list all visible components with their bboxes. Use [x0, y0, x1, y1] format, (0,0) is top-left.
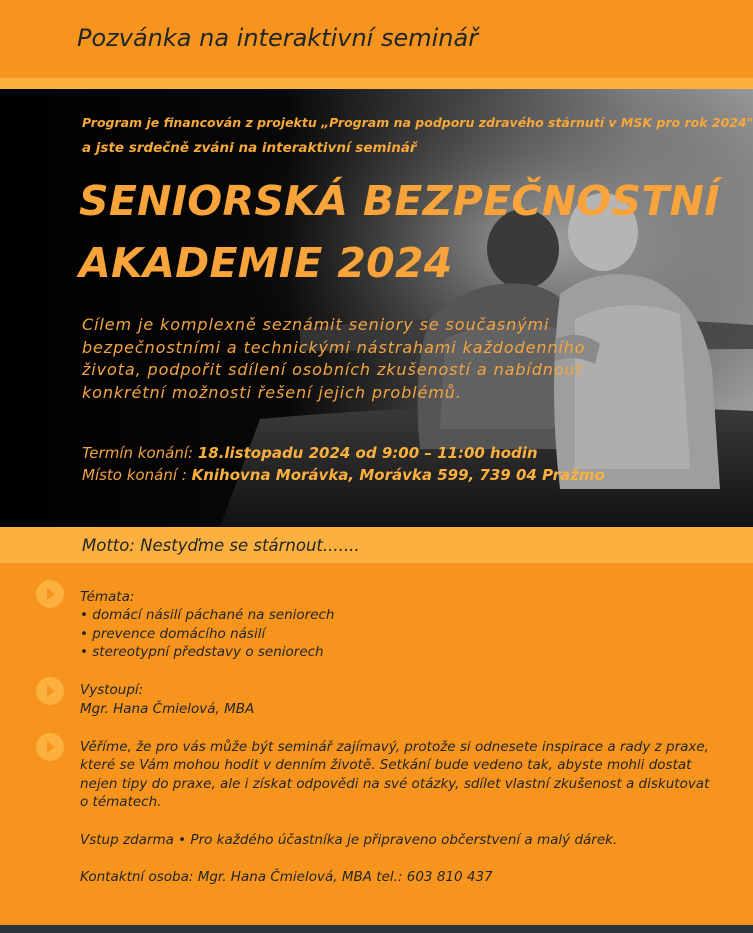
- topic-item: • stereotypní představy o seniorech: [80, 644, 324, 660]
- info-paragraph-line: o tématech.: [80, 794, 162, 810]
- seminar-title-line1: SENIORSKÁ BEZPEČNOSTNÍ: [79, 177, 720, 225]
- info-paragraph-line: nejen tipy do praxe, ale i získat odpovědi na své otázky, sdílet vlastní zkušenost a diskutovat: [80, 776, 710, 792]
- info-paragraph-line: které se Vám mohou hodit v denním životě. Setkání bude vedeno tak, abyste mohli dostat: [80, 757, 692, 773]
- seminar-description: [82, 314, 682, 404]
- motto-bar: [0, 527, 753, 563]
- description-line: Cílem je komplexně seznámit seniory se současnými: [82, 315, 550, 334]
- date-value: 18.listopadu 2024 od 9:00 – 11:00 hodin: [197, 444, 538, 462]
- seminar-title-line2: AKADEMIE 2024: [79, 239, 453, 287]
- contact-info: Kontaktní osoba: Mgr. Hana Čmielová, MBA tel.: 603 810 437: [80, 869, 493, 885]
- description-line: konkrétní možnosti řešení jejich problémů.: [82, 382, 462, 402]
- hero-banner: [0, 89, 753, 527]
- speaker-heading: Vystoupí:: [80, 682, 144, 698]
- entry-info: Vstup zdarma • Pro každého účastníka je připraveno občerstvení a malý dárek.: [80, 832, 618, 848]
- play-bullet-icon: [36, 677, 64, 705]
- place-label: Místo konání :: [82, 466, 192, 484]
- info-paragraph-line: Věříme, že pro vás může být seminář zajímavý, protože si odnesete inspirace a rady z praxe,: [80, 739, 709, 755]
- header-bar: [0, 0, 753, 78]
- play-bullet-icon: [36, 733, 64, 761]
- footer-line: [0, 925, 753, 933]
- event-place: [82, 466, 605, 484]
- place-value: Knihovna Morávka, Morávka 599, 739 04 Pražmo: [191, 466, 605, 484]
- speaker-name: Mgr. Hana Čmielová, MBA: [80, 701, 255, 717]
- funding-line: Program je financován z projektu „Program na podporu zdravého stárnutí v MSK pro rok 2024": [82, 115, 753, 130]
- event-date: [82, 444, 538, 462]
- invite-line: a jste srdečně zváni na interaktivní seminář: [82, 140, 417, 156]
- description-line: života, podpořit sdílení osobních zkušeností a nabídnout: [82, 360, 583, 379]
- header-strip: [0, 78, 753, 89]
- description-line: bezpečnostními a technickými nástrahami každodenního: [82, 337, 586, 357]
- topics-heading: Témata:: [80, 589, 135, 605]
- invitation-title: Pozvánka na interaktivní seminář: [77, 24, 479, 52]
- play-bullet-icon: [36, 580, 64, 608]
- motto-text: Motto: Nestyďme se stárnout.......: [82, 536, 360, 555]
- topic-item: • prevence domácího násilí: [80, 626, 266, 642]
- date-label: Termín konání:: [82, 444, 198, 462]
- topic-item: • domácí násilí páchané na seniorech: [80, 607, 335, 623]
